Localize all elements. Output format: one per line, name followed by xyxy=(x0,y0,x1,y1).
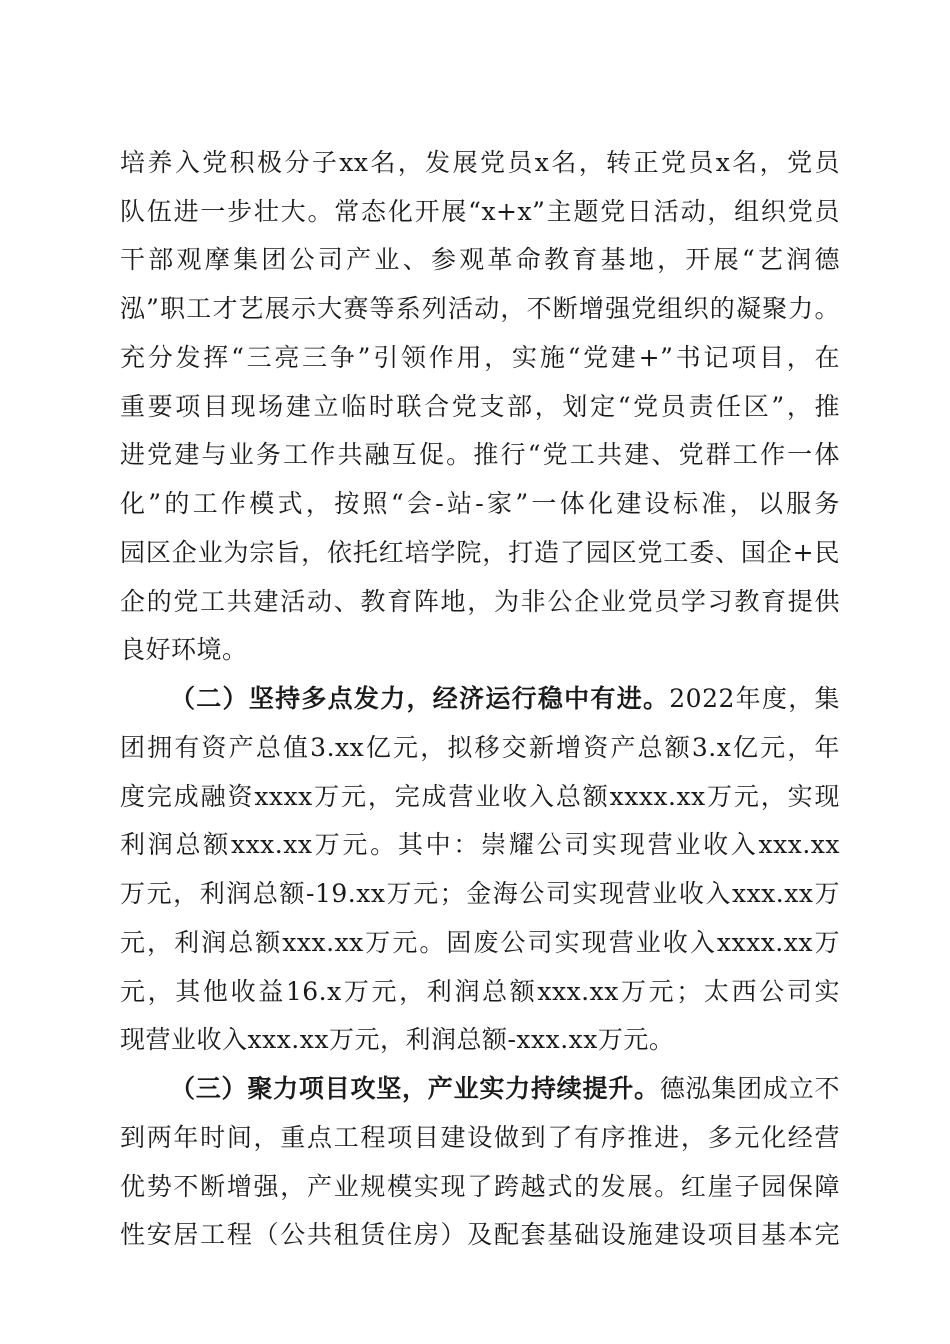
section-heading: （三）聚力项目攻坚，产业实力持续提升。 xyxy=(170,1074,660,1103)
paragraph-line: 良好环境。 xyxy=(120,635,248,664)
paragraph-line: 优势不断增强，产业规模实现了跨越式的发展。红崖子园保障 xyxy=(120,1172,840,1201)
paragraph-line: 现营业收入xxx.xx万元，利润总额-xxx.xx万元。 xyxy=(120,1025,675,1054)
paragraph-line: 化”的工作模式，按照“会-站-家”一体化建设标准，以服务 xyxy=(120,489,840,518)
paragraph-line: 队伍进一步壮大。常态化开展“x+x”主题党日活动，组织党员 xyxy=(120,197,840,226)
section-heading: （二）坚持多点发力，经济运行稳中有进。 xyxy=(170,684,670,713)
paragraph-line: 干部观摩集团公司产业、参观革命教育基地，开展“艺润德 xyxy=(120,245,840,274)
paragraph-line: 培养入党积极分子xx名，发展党员x名，转正党员x名，党员 xyxy=(120,148,840,177)
paragraph-line: 利润总额xxx.xx万元。其中：崇耀公司实现营业收入xxx.xx xyxy=(120,830,840,859)
paragraph-line: 性安居工程（公共租赁住房）及配套基础设施建设项目基本完 xyxy=(120,1220,840,1249)
paragraph-line: 园区企业为宗旨，依托红培学院，打造了园区党工委、国企+民 xyxy=(120,538,840,567)
heading-line-rest: 2022年度，集 xyxy=(669,684,840,713)
heading-line-rest: 德泓集团成立不 xyxy=(659,1074,840,1103)
paragraph-line: 元，其他收益16.x万元，利润总额xxx.xx万元；太西公司实 xyxy=(120,977,840,1006)
paragraph-line: 到两年时间，重点工程项目建设做到了有序推进，多元化经营 xyxy=(120,1123,840,1152)
section-heading-line xyxy=(170,1074,840,1104)
paragraph-line: 泓”职工才艺展示大赛等系列活动，不断增强党组织的凝聚力。 xyxy=(120,294,840,323)
paragraph-line: 进党建与业务工作共融互促。推行“党工共建、党群工作一体 xyxy=(120,440,840,469)
paragraph-line: 度完成融资xxxx万元，完成营业收入总额xxxx.xx万元，实现 xyxy=(120,782,840,811)
paragraph-line: 万元，利润总额-19.xx万元；金海公司实现营业收入xxx.xx万 xyxy=(120,879,840,908)
paragraph-line: 企的党工共建活动、教育阵地，为非公企业党员学习教育提供 xyxy=(120,587,840,616)
section-heading-line xyxy=(170,684,840,714)
paragraph-line: 团拥有资产总值3.xx亿元，拟移交新增资产总额3.x亿元，年 xyxy=(120,733,840,762)
paragraph-line: 重要项目现场建立临时联合党支部，划定“党员责任区”，推 xyxy=(120,392,840,421)
paragraph-line: 充分发挥“三亮三争”引领作用，实施“党建+”书记项目，在 xyxy=(120,343,840,372)
paragraph-line: 元，利润总额xxx.xx万元。固废公司实现营业收入xxxx.xx万 xyxy=(120,928,840,957)
